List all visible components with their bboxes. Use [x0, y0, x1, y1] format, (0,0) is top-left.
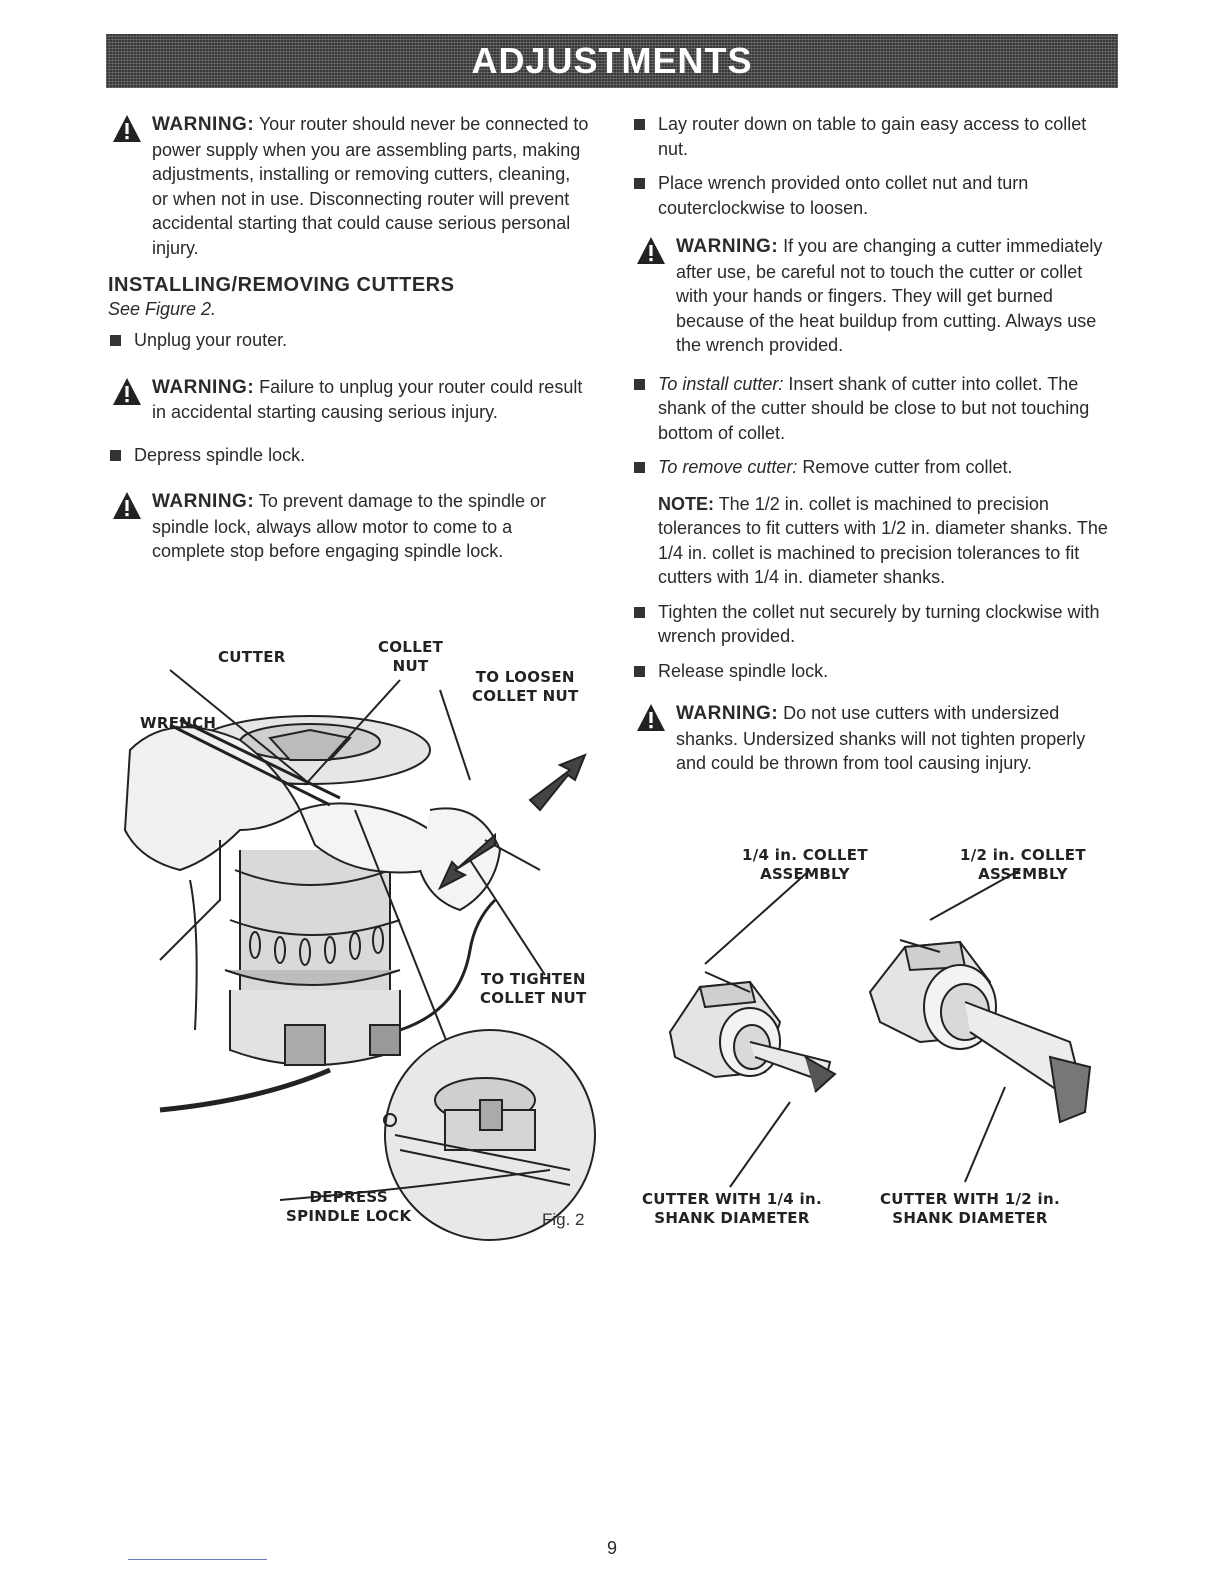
warning-icon [112, 491, 142, 521]
bullet-square-icon [634, 379, 645, 390]
bullet-square-icon [634, 462, 645, 473]
warning-block [108, 375, 590, 425]
header-banner [106, 34, 1118, 88]
page-title: ADJUSTMENTS [471, 40, 753, 81]
list-item [108, 328, 590, 353]
warning-label: WARNING: [152, 491, 255, 512]
collet-illustration [630, 842, 1110, 1242]
figure-2 [100, 630, 610, 1250]
loosen-callout: TO LOOSEN COLLET NUT [472, 668, 579, 705]
note-block [632, 492, 1118, 590]
list-item [632, 600, 1118, 649]
left-column [108, 112, 590, 578]
list-item [632, 372, 1118, 446]
bullet-square-icon [110, 335, 121, 346]
warning-text: To prevent damage to the spindle or spindle lock, always allow motor to come to a complete stop before engaging spindle lock. [152, 491, 547, 561]
bullet-lead: To install cutter: [658, 373, 784, 394]
warning-icon [112, 114, 142, 144]
depress-spindle-lock-callout: DEPRESS SPINDLE LOCK [286, 1188, 412, 1225]
warning-block [632, 701, 1118, 776]
half-cutter-callout: CUTTER WITH 1/2 in. SHANK DIAMETER [880, 1190, 1060, 1227]
bullet-text: Lay router down on table to gain easy access to collet nut. [658, 114, 1087, 159]
warning-text: If you are changing a cutter immediately after use, be careful not to touch the cutter or collet with your hands or fingers. They will get burned because of the heat buildup from cutting. Always use the wrench provided. [676, 236, 1103, 355]
footer-rule [128, 1559, 267, 1560]
warning-icon [112, 377, 142, 407]
half-collet-callout: 1/2 in. COLLET ASSEMBLY [960, 846, 1086, 883]
warning-text: Failure to unplug your router could result in accidental starting causing serious injury. [152, 376, 583, 422]
warning-block [108, 112, 590, 260]
warning-block [632, 234, 1118, 358]
bullet-text: Tighten the collet nut securely by turning clockwise with wrench provided. [658, 601, 1100, 646]
tighten-callout: TO TIGHTEN COLLET NUT [480, 970, 587, 1007]
quarter-collet-callout: 1/4 in. COLLET ASSEMBLY [742, 846, 868, 883]
warning-icon [636, 703, 666, 733]
bullet-square-icon [634, 666, 645, 677]
bullet-square-icon [634, 119, 645, 130]
quarter-cutter-callout: CUTTER WITH 1/4 in. SHANK DIAMETER [642, 1190, 822, 1227]
list-item [632, 455, 1118, 480]
warning-label: WARNING: [676, 703, 779, 724]
list-item [632, 659, 1118, 684]
figure-label: Fig. 2 [542, 1210, 585, 1229]
list-item [108, 443, 590, 468]
warning-text: Your router should never be connected to power supply when you are assembling parts, making adjustments, installing or removing cutters, cleaning, or when not in use. Disconnecting router will prevent accidental starting that could cause serious personal injury. [152, 114, 589, 258]
wrench-callout: WRENCH [140, 714, 217, 732]
bullet-square-icon [634, 178, 645, 189]
warning-text: Do not use cutters with undersized shanks. Undersized shanks will not tighten properly and could be thrown from tool causing injury. [676, 703, 1086, 773]
bullet-text: Release spindle lock. [658, 660, 829, 681]
see-figure-ref: See Figure 2. [108, 299, 217, 319]
bullet-square-icon [110, 450, 121, 461]
warning-label: WARNING: [676, 236, 779, 257]
list-item [632, 171, 1118, 220]
list-item [632, 112, 1118, 161]
bullet-lead: To remove cutter: [658, 457, 798, 477]
bullet-text: Insert shank of cutter into collet. The shank of the cutter should be close to but not touching bottom of collet. [658, 373, 1090, 443]
cutter-callout: CUTTER [218, 648, 286, 666]
note-text: The 1/2 in. collet is machined to precision tolerances to fit cutters with 1/2 in. diameter shanks. The 1/4 in. collet is machined to precision tolerances to fit cutters with 1/4 in. diameter shanks. [658, 493, 1108, 587]
section-title: INSTALLING/REMOVING CUTTERS [108, 274, 455, 296]
warning-block [108, 489, 590, 564]
page-number: 9 [606, 1538, 617, 1558]
bullet-text: Place wrench provided onto collet nut and turn couterclockwise to loosen. [658, 173, 1029, 218]
collet-nut-callout: COLLET NUT [378, 638, 444, 675]
warning-icon [636, 236, 666, 266]
bullet-text: Depress spindle lock. [134, 444, 306, 465]
bullet-square-icon [634, 607, 645, 618]
right-column [632, 112, 1118, 790]
warning-label: WARNING: [152, 376, 255, 398]
bullet-text: Unplug your router. [134, 330, 288, 350]
collet-figure [630, 842, 1110, 1242]
warning-label: WARNING: [152, 114, 255, 135]
note-label: NOTE: [658, 493, 714, 514]
bullet-text: Remove cutter from collet. [797, 457, 1013, 477]
